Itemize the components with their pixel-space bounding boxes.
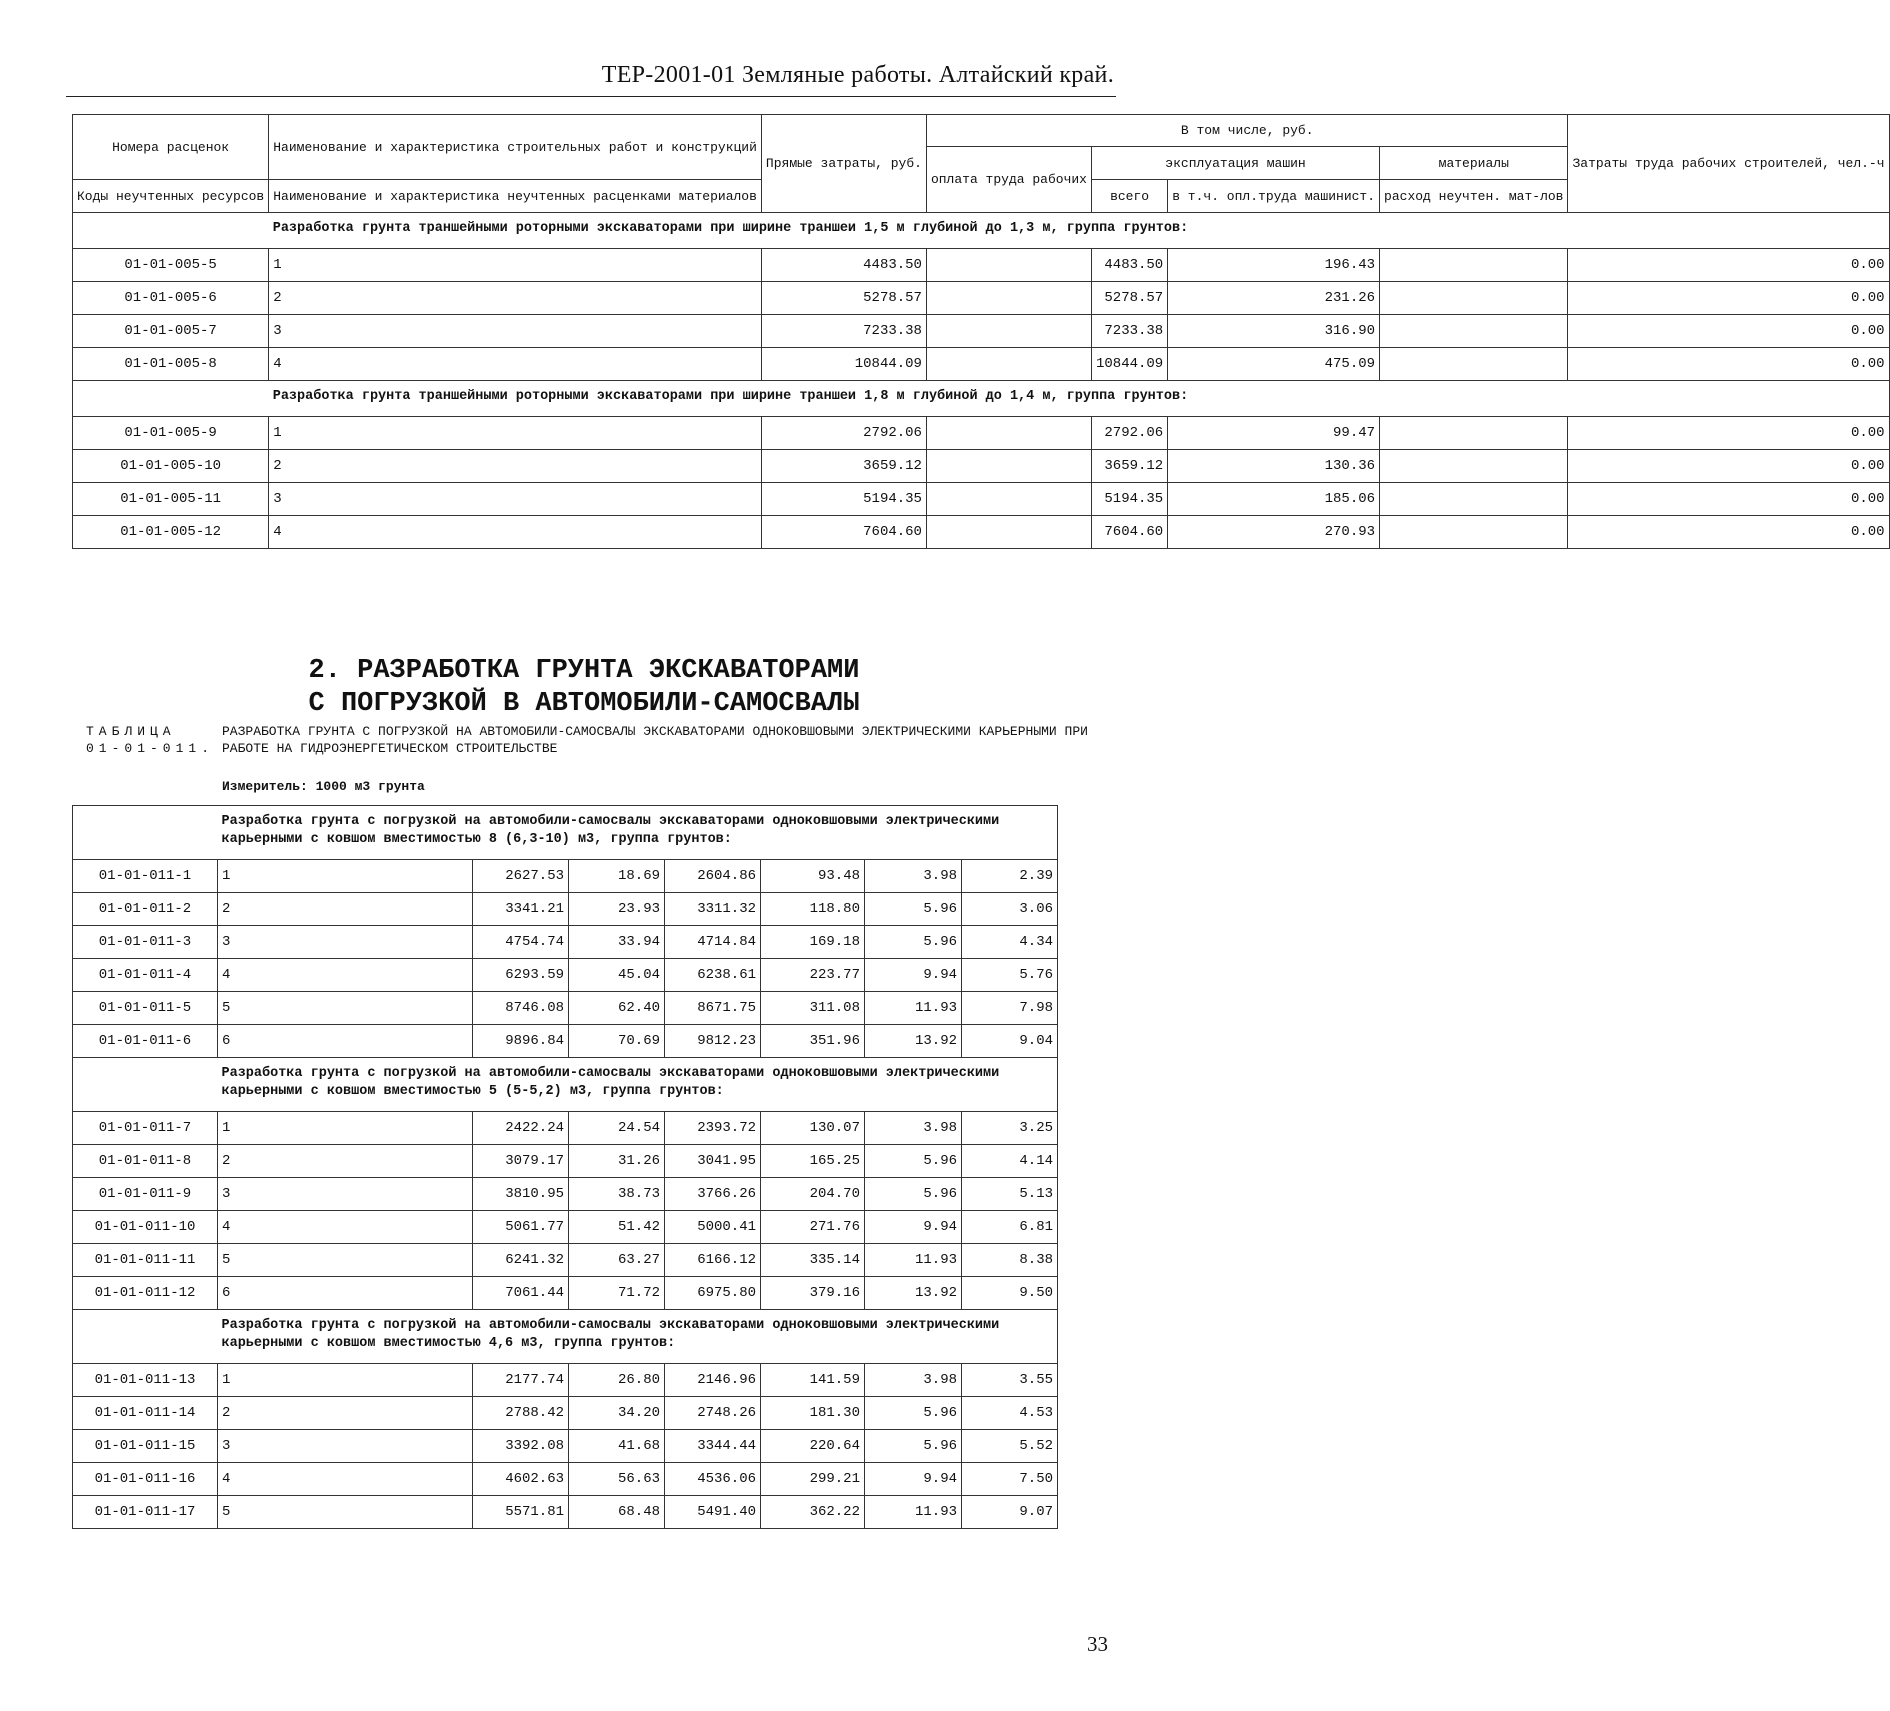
table-row xyxy=(73,1178,1058,1211)
wages-cell xyxy=(926,348,1091,381)
rate-code-cell: 01-01-005-12 xyxy=(73,516,269,549)
group-number-cell: 3 xyxy=(269,483,762,516)
group-number-cell: 6 xyxy=(218,1025,473,1058)
materials-cell: 5.96 xyxy=(865,1397,962,1430)
machines-operator-wages-cell: 271.76 xyxy=(761,1211,865,1244)
group-header-row xyxy=(73,806,1058,860)
wages-cell: 34.20 xyxy=(569,1397,665,1430)
machines-total-cell: 9812.23 xyxy=(665,1025,761,1058)
group-number-cell: 4 xyxy=(218,959,473,992)
machines-total-cell: 2604.86 xyxy=(665,860,761,893)
materials-cell xyxy=(1380,348,1568,381)
machines-operator-wages-cell: 270.93 xyxy=(1168,516,1380,549)
wages-cell: 24.54 xyxy=(569,1112,665,1145)
rate-code-cell: 01-01-011-11 xyxy=(73,1244,218,1277)
materials-cell: 5.96 xyxy=(865,1178,962,1211)
materials-cell: 13.92 xyxy=(865,1277,962,1310)
table-row xyxy=(73,1364,1058,1397)
direct-costs-cell: 2788.42 xyxy=(473,1397,569,1430)
labor-costs-cell: 0.00 xyxy=(1568,417,1889,450)
machines-total-cell: 7233.38 xyxy=(1091,315,1167,348)
rate-code-cell: 01-01-011-9 xyxy=(73,1178,218,1211)
table-row xyxy=(73,992,1058,1025)
materials-cell xyxy=(1380,315,1568,348)
machines-operator-wages-cell: 181.30 xyxy=(761,1397,865,1430)
rate-code-cell: 01-01-011-1 xyxy=(73,860,218,893)
wages-cell: 56.63 xyxy=(569,1463,665,1496)
page-number: 33 xyxy=(1087,1632,1108,1656)
table-row xyxy=(73,1112,1058,1145)
machines-total-cell: 6975.80 xyxy=(665,1277,761,1310)
labor-costs-cell: 4.34 xyxy=(962,926,1058,959)
materials-cell: 3.98 xyxy=(865,860,962,893)
machines-operator-wages-cell: 99.47 xyxy=(1168,417,1380,450)
direct-costs-cell: 3392.08 xyxy=(473,1430,569,1463)
group-number-cell: 2 xyxy=(269,282,762,315)
rate-code-cell: 01-01-005-7 xyxy=(73,315,269,348)
table-row xyxy=(73,893,1058,926)
direct-costs-cell: 3810.95 xyxy=(473,1178,569,1211)
labor-costs-cell: 8.38 xyxy=(962,1244,1058,1277)
labor-costs-cell: 7.98 xyxy=(962,992,1058,1025)
labor-costs-cell: 9.50 xyxy=(962,1277,1058,1310)
group-number-cell: 1 xyxy=(269,249,762,282)
direct-costs-cell: 6241.32 xyxy=(473,1244,569,1277)
materials-cell xyxy=(1380,282,1568,315)
group-number-cell: 3 xyxy=(218,1178,473,1211)
machines-operator-wages-cell: 93.48 xyxy=(761,860,865,893)
wages-cell: 18.69 xyxy=(569,860,665,893)
materials-cell: 11.93 xyxy=(865,1244,962,1277)
table-row xyxy=(73,1025,1058,1058)
materials-cell xyxy=(1380,450,1568,483)
group-number-cell: 4 xyxy=(218,1463,473,1496)
group-header-spacer xyxy=(73,1058,218,1112)
direct-costs-cell: 3341.21 xyxy=(473,893,569,926)
wages-cell: 38.73 xyxy=(569,1178,665,1211)
rate-code-cell: 01-01-005-10 xyxy=(73,450,269,483)
labor-costs-cell: 0.00 xyxy=(1568,315,1889,348)
direct-costs-cell: 4602.63 xyxy=(473,1463,569,1496)
labor-costs-cell: 0.00 xyxy=(1568,282,1889,315)
rate-code-cell: 01-01-011-14 xyxy=(73,1397,218,1430)
materials-cell xyxy=(1380,483,1568,516)
machines-total-cell: 6166.12 xyxy=(665,1244,761,1277)
wages-cell: 26.80 xyxy=(569,1364,665,1397)
labor-costs-cell: 0.00 xyxy=(1568,516,1889,549)
rate-code-cell: 01-01-005-6 xyxy=(73,282,269,315)
labor-costs-cell: 5.76 xyxy=(962,959,1058,992)
wages-cell: 31.26 xyxy=(569,1145,665,1178)
table-row xyxy=(73,450,1890,483)
header-labor-costs: Затраты труда рабочих строителей, чел.-ч xyxy=(1568,115,1889,213)
direct-costs-cell: 6293.59 xyxy=(473,959,569,992)
group-title: Разработка грунта траншейными роторными экскаваторами при ширине траншеи 1,5 м глубиной до 1,3 м, группа грунтов: xyxy=(269,213,1889,249)
header-work-name: Наименование и характеристика строительных работ и конструкций xyxy=(269,115,762,180)
labor-costs-cell: 3.55 xyxy=(962,1364,1058,1397)
header-rate-numbers: Номера расценок xyxy=(73,115,269,180)
direct-costs-cell: 7604.60 xyxy=(761,516,926,549)
machines-operator-wages-cell: 311.08 xyxy=(761,992,865,1025)
direct-costs-cell: 2177.74 xyxy=(473,1364,569,1397)
table-row xyxy=(73,1496,1058,1529)
rate-code-cell: 01-01-005-11 xyxy=(73,483,269,516)
table-row xyxy=(73,959,1058,992)
wages-cell: 33.94 xyxy=(569,926,665,959)
machines-operator-wages-cell: 316.90 xyxy=(1168,315,1380,348)
group-number-cell: 3 xyxy=(269,315,762,348)
header-rule xyxy=(66,96,1116,97)
rates-table-excavators-trucks xyxy=(72,805,1058,1529)
machines-operator-wages-cell: 141.59 xyxy=(761,1364,865,1397)
group-number-cell: 2 xyxy=(218,893,473,926)
group-number-cell: 4 xyxy=(269,348,762,381)
materials-cell: 9.94 xyxy=(865,1463,962,1496)
header-resource-codes: Коды неучтенных ресурсов xyxy=(73,180,269,213)
group-header-spacer xyxy=(73,1310,218,1364)
header-including: В том числе, руб. xyxy=(926,115,1568,147)
wages-cell: 63.27 xyxy=(569,1244,665,1277)
group-number-cell: 1 xyxy=(218,1112,473,1145)
table-row xyxy=(73,282,1890,315)
section-title-line-2: С ПОГРУЗКОЙ В АВТОМОБИЛИ-САМОСВАЛЫ xyxy=(308,689,860,719)
rate-code-cell: 01-01-011-10 xyxy=(73,1211,218,1244)
group-header-row xyxy=(73,1058,1058,1112)
wages-cell xyxy=(926,249,1091,282)
rate-code-cell: 01-01-011-3 xyxy=(73,926,218,959)
machines-total-cell: 10844.09 xyxy=(1091,348,1167,381)
wages-cell: 62.40 xyxy=(569,992,665,1025)
direct-costs-cell: 2627.53 xyxy=(473,860,569,893)
labor-costs-cell: 5.52 xyxy=(962,1430,1058,1463)
machines-operator-wages-cell: 204.70 xyxy=(761,1178,865,1211)
labor-costs-cell: 2.39 xyxy=(962,860,1058,893)
unit-of-measure: Измеритель: 1000 м3 грунта xyxy=(222,779,425,794)
wages-cell xyxy=(926,282,1091,315)
wages-cell xyxy=(926,516,1091,549)
wages-cell: 23.93 xyxy=(569,893,665,926)
wages-cell: 70.69 xyxy=(569,1025,665,1058)
group-title: Разработка грунта с погрузкой на автомобили-самосвалы экскаваторами одноковшовыми электрическими карьерными с ковшом вместимостью 4,6 м3, группа грунтов: xyxy=(218,1310,1058,1364)
machines-operator-wages-cell: 379.16 xyxy=(761,1277,865,1310)
machines-operator-wages-cell: 351.96 xyxy=(761,1025,865,1058)
group-number-cell: 6 xyxy=(218,1277,473,1310)
materials-cell xyxy=(1380,516,1568,549)
header-materials-consumption: расход неучтен. мат-лов xyxy=(1380,180,1568,213)
table-header-row-1 xyxy=(73,115,1890,147)
wages-cell: 41.68 xyxy=(569,1430,665,1463)
materials-cell xyxy=(1380,249,1568,282)
table-row xyxy=(73,1211,1058,1244)
wages-cell: 51.42 xyxy=(569,1211,665,1244)
group-number-cell: 4 xyxy=(269,516,762,549)
materials-cell: 9.94 xyxy=(865,959,962,992)
table-row xyxy=(73,348,1890,381)
rate-code-cell: 01-01-011-5 xyxy=(73,992,218,1025)
table-row xyxy=(73,1244,1058,1277)
table-row xyxy=(73,1397,1058,1430)
table-row xyxy=(73,1430,1058,1463)
wages-cell: 45.04 xyxy=(569,959,665,992)
group-header-row xyxy=(73,381,1890,417)
header-wages: оплата труда рабочих xyxy=(926,147,1091,213)
machines-operator-wages-cell: 223.77 xyxy=(761,959,865,992)
group-header-row xyxy=(73,1310,1058,1364)
labor-costs-cell: 0.00 xyxy=(1568,348,1889,381)
header-direct-costs: Прямые затраты, руб. xyxy=(761,115,926,213)
group-number-cell: 5 xyxy=(218,1496,473,1529)
materials-cell: 5.96 xyxy=(865,893,962,926)
group-title: Разработка грунта с погрузкой на автомобили-самосвалы экскаваторами одноковшовыми электрическими карьерными с ковшом вместимостью 5 (5-5,2) м3, группа грунтов: xyxy=(218,1058,1058,1112)
group-title: Разработка грунта с погрузкой на автомобили-самосвалы экскаваторами одноковшовыми электрическими карьерными с ковшом вместимостью 8 (6,3-10) м3, группа грунтов: xyxy=(218,806,1058,860)
direct-costs-cell: 2422.24 xyxy=(473,1112,569,1145)
page-header: ТЕР-2001-01 Земляные работы. Алтайский край. xyxy=(601,62,1114,88)
direct-costs-cell: 4483.50 xyxy=(761,249,926,282)
direct-costs-cell: 5194.35 xyxy=(761,483,926,516)
labor-costs-cell: 5.13 xyxy=(962,1178,1058,1211)
group-header-spacer xyxy=(73,806,218,860)
machines-total-cell: 2748.26 xyxy=(665,1397,761,1430)
labor-costs-cell: 9.04 xyxy=(962,1025,1058,1058)
group-number-cell: 2 xyxy=(269,450,762,483)
materials-cell: 11.93 xyxy=(865,1496,962,1529)
direct-costs-cell: 7061.44 xyxy=(473,1277,569,1310)
table-row xyxy=(73,315,1890,348)
labor-costs-cell: 7.50 xyxy=(962,1463,1058,1496)
materials-cell: 3.98 xyxy=(865,1364,962,1397)
rate-code-cell: 01-01-011-8 xyxy=(73,1145,218,1178)
table-row xyxy=(73,860,1058,893)
direct-costs-cell: 2792.06 xyxy=(761,417,926,450)
rates-table-excavators-trench xyxy=(72,114,1890,549)
labor-costs-cell: 9.07 xyxy=(962,1496,1058,1529)
rate-code-cell: 01-01-005-5 xyxy=(73,249,269,282)
table-caption xyxy=(86,723,1096,757)
machines-total-cell: 4483.50 xyxy=(1091,249,1167,282)
machines-total-cell: 4536.06 xyxy=(665,1463,761,1496)
machines-operator-wages-cell: 335.14 xyxy=(761,1244,865,1277)
rate-code-cell: 01-01-011-13 xyxy=(73,1364,218,1397)
group-number-cell: 2 xyxy=(218,1145,473,1178)
machines-operator-wages-cell: 185.06 xyxy=(1168,483,1380,516)
direct-costs-cell: 5571.81 xyxy=(473,1496,569,1529)
rate-code-cell: 01-01-011-6 xyxy=(73,1025,218,1058)
machines-operator-wages-cell: 130.36 xyxy=(1168,450,1380,483)
direct-costs-cell: 3079.17 xyxy=(473,1145,569,1178)
wages-cell: 68.48 xyxy=(569,1496,665,1529)
machines-total-cell: 7604.60 xyxy=(1091,516,1167,549)
table-caption-label: ТАБЛИЦА 01-01-011. xyxy=(86,724,215,756)
machines-total-cell: 3766.26 xyxy=(665,1178,761,1211)
machines-total-cell: 5278.57 xyxy=(1091,282,1167,315)
group-header-spacer xyxy=(73,381,269,417)
labor-costs-cell: 4.53 xyxy=(962,1397,1058,1430)
direct-costs-cell: 5278.57 xyxy=(761,282,926,315)
group-number-cell: 2 xyxy=(218,1397,473,1430)
machines-total-cell: 4714.84 xyxy=(665,926,761,959)
group-number-cell: 5 xyxy=(218,1244,473,1277)
materials-cell: 5.96 xyxy=(865,1430,962,1463)
materials-cell: 11.93 xyxy=(865,992,962,1025)
machines-total-cell: 6238.61 xyxy=(665,959,761,992)
direct-costs-cell: 5061.77 xyxy=(473,1211,569,1244)
rate-code-cell: 01-01-011-17 xyxy=(73,1496,218,1529)
table-row xyxy=(73,1463,1058,1496)
materials-cell xyxy=(1380,417,1568,450)
group-number-cell: 1 xyxy=(218,860,473,893)
rate-code-cell: 01-01-005-9 xyxy=(73,417,269,450)
materials-cell: 9.94 xyxy=(865,1211,962,1244)
wages-cell xyxy=(926,417,1091,450)
direct-costs-cell: 4754.74 xyxy=(473,926,569,959)
direct-costs-cell: 10844.09 xyxy=(761,348,926,381)
wages-cell xyxy=(926,450,1091,483)
header-machines-total: всего xyxy=(1091,180,1167,213)
header-materials: материалы xyxy=(1380,147,1568,180)
machines-total-cell: 5194.35 xyxy=(1091,483,1167,516)
machines-operator-wages-cell: 165.25 xyxy=(761,1145,865,1178)
group-header-spacer xyxy=(73,213,269,249)
machines-total-cell: 3344.44 xyxy=(665,1430,761,1463)
table-row xyxy=(73,516,1890,549)
labor-costs-cell: 0.00 xyxy=(1568,483,1889,516)
table-caption-text: РАЗРАБОТКА ГРУНТА С ПОГРУЗКОЙ НА АВТОМОБИЛИ-САМОСВАЛЫ ЭКСКАВАТОРАМИ ОДНОКОВШОВЫМИ ЭЛЕКТРИЧЕСКИМИ КАРЬЕРНЫМИ ПРИ РАБОТЕ НА ГИДРОЭНЕРГЕТИЧЕСКОМ СТРОИТЕЛЬСТВЕ xyxy=(222,724,1088,756)
table-row xyxy=(73,926,1058,959)
group-number-cell: 1 xyxy=(218,1364,473,1397)
header-materials-name: Наименование и характеристика неучтенных расценками материалов xyxy=(269,180,762,213)
table-row xyxy=(73,1277,1058,1310)
machines-total-cell: 5491.40 xyxy=(665,1496,761,1529)
labor-costs-cell: 3.06 xyxy=(962,893,1058,926)
machines-operator-wages-cell: 299.21 xyxy=(761,1463,865,1496)
labor-costs-cell: 0.00 xyxy=(1568,249,1889,282)
machines-operator-wages-cell: 231.26 xyxy=(1168,282,1380,315)
table-row xyxy=(73,417,1890,450)
rate-code-cell: 01-01-011-16 xyxy=(73,1463,218,1496)
header-machines-operator-wages: в т.ч. опл.труда машинист. xyxy=(1168,180,1380,213)
group-number-cell: 3 xyxy=(218,1430,473,1463)
labor-costs-cell: 3.25 xyxy=(962,1112,1058,1145)
labor-costs-cell: 4.14 xyxy=(962,1145,1058,1178)
group-number-cell: 1 xyxy=(269,417,762,450)
group-number-cell: 3 xyxy=(218,926,473,959)
table-row xyxy=(73,1145,1058,1178)
direct-costs-cell: 9896.84 xyxy=(473,1025,569,1058)
machines-operator-wages-cell: 362.22 xyxy=(761,1496,865,1529)
labor-costs-cell: 6.81 xyxy=(962,1211,1058,1244)
machines-total-cell: 5000.41 xyxy=(665,1211,761,1244)
table-row xyxy=(73,249,1890,282)
machines-total-cell: 2393.72 xyxy=(665,1112,761,1145)
direct-costs-cell: 3659.12 xyxy=(761,450,926,483)
section-title-line-1: 2. РАЗРАБОТКА ГРУНТА ЭКСКАВАТОРАМИ xyxy=(308,656,860,686)
materials-cell: 3.98 xyxy=(865,1112,962,1145)
wages-cell: 71.72 xyxy=(569,1277,665,1310)
machines-total-cell: 3041.95 xyxy=(665,1145,761,1178)
direct-costs-cell: 8746.08 xyxy=(473,992,569,1025)
materials-cell: 5.96 xyxy=(865,1145,962,1178)
table-row xyxy=(73,483,1890,516)
machines-operator-wages-cell: 130.07 xyxy=(761,1112,865,1145)
machines-total-cell: 2792.06 xyxy=(1091,417,1167,450)
group-title: Разработка грунта траншейными роторными экскаваторами при ширине траншеи 1,8 м глубиной до 1,4 м, группа грунтов: xyxy=(269,381,1889,417)
direct-costs-cell: 7233.38 xyxy=(761,315,926,348)
rate-code-cell: 01-01-005-8 xyxy=(73,348,269,381)
rate-code-cell: 01-01-011-7 xyxy=(73,1112,218,1145)
wages-cell xyxy=(926,315,1091,348)
materials-cell: 5.96 xyxy=(865,926,962,959)
rate-code-cell: 01-01-011-15 xyxy=(73,1430,218,1463)
rate-code-cell: 01-01-011-4 xyxy=(73,959,218,992)
machines-operator-wages-cell: 475.09 xyxy=(1168,348,1380,381)
header-machines: эксплуатация машин xyxy=(1091,147,1379,180)
group-header-row xyxy=(73,213,1890,249)
machines-operator-wages-cell: 169.18 xyxy=(761,926,865,959)
machines-total-cell: 3659.12 xyxy=(1091,450,1167,483)
wages-cell xyxy=(926,483,1091,516)
machines-total-cell: 3311.32 xyxy=(665,893,761,926)
machines-total-cell: 2146.96 xyxy=(665,1364,761,1397)
machines-operator-wages-cell: 118.80 xyxy=(761,893,865,926)
machines-total-cell: 8671.75 xyxy=(665,992,761,1025)
labor-costs-cell: 0.00 xyxy=(1568,450,1889,483)
rate-code-cell: 01-01-011-2 xyxy=(73,893,218,926)
materials-cell: 13.92 xyxy=(865,1025,962,1058)
machines-operator-wages-cell: 220.64 xyxy=(761,1430,865,1463)
group-number-cell: 5 xyxy=(218,992,473,1025)
rate-code-cell: 01-01-011-12 xyxy=(73,1277,218,1310)
machines-operator-wages-cell: 196.43 xyxy=(1168,249,1380,282)
group-number-cell: 4 xyxy=(218,1211,473,1244)
